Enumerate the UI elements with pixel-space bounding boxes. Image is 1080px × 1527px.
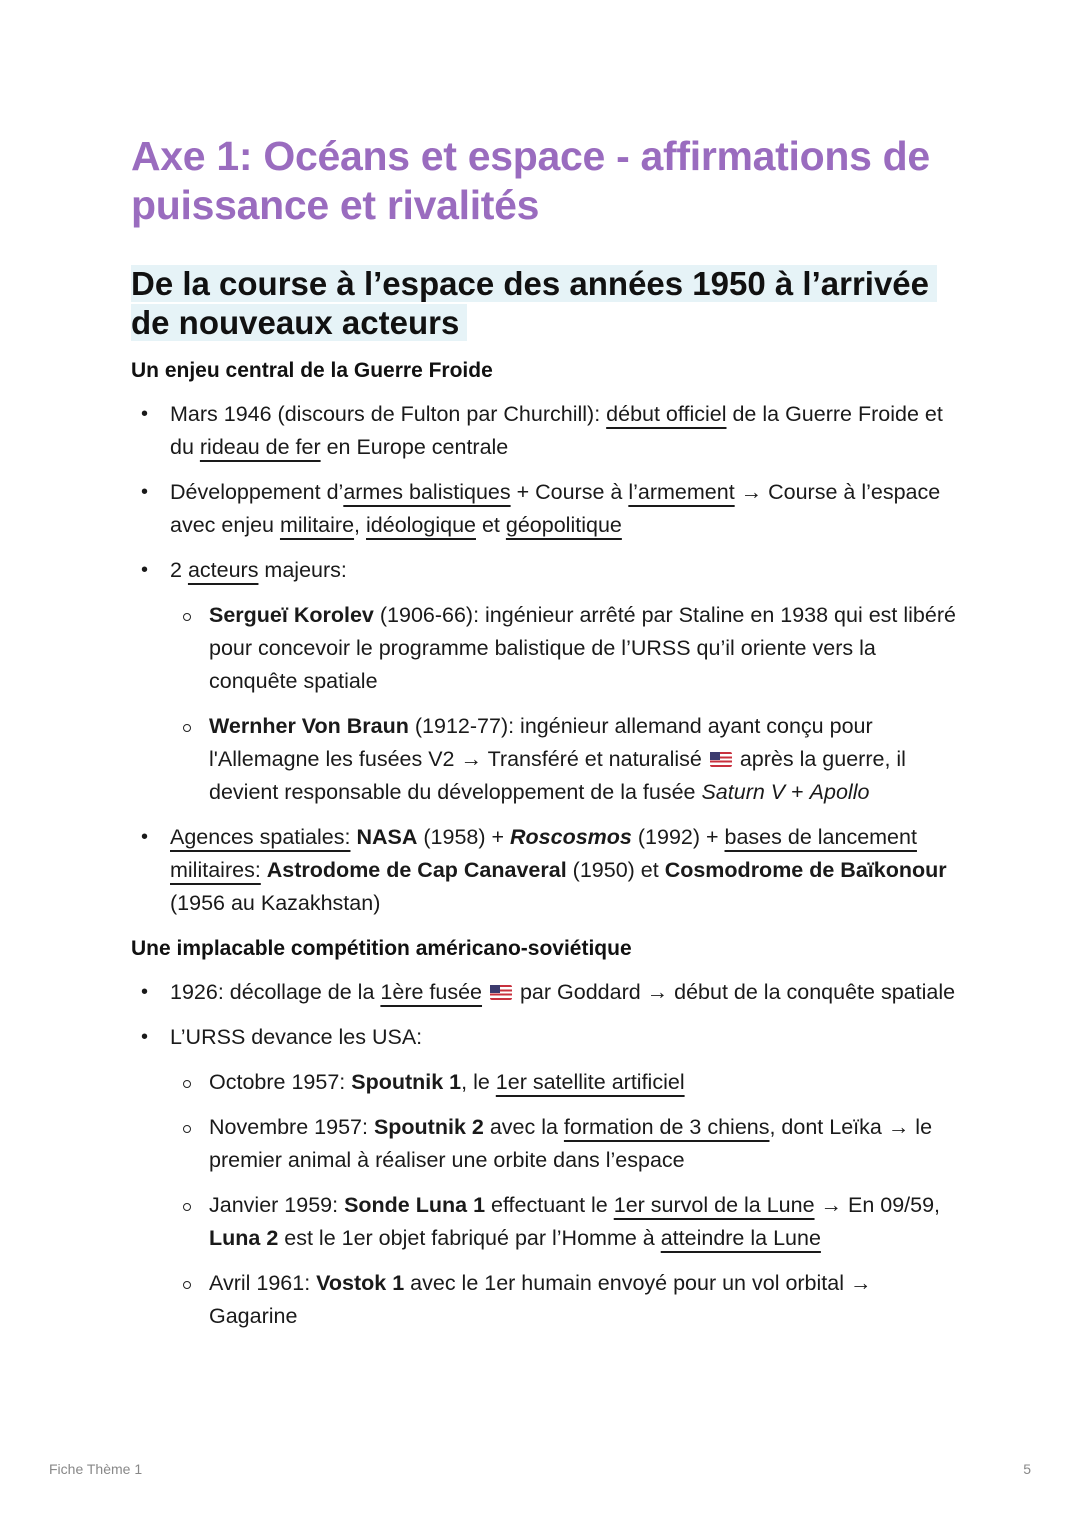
text-segment: (1958) + xyxy=(417,825,511,849)
text-segment: → Course à l’espace avec enjeu xyxy=(170,480,941,537)
underlined-term: l’armement xyxy=(628,480,735,504)
underlined-term: atteindre la Lune xyxy=(660,1226,821,1250)
text-segment: Janvier 1959: xyxy=(209,1193,345,1217)
nested-bullet-list xyxy=(170,599,961,809)
bold-term: Roscosmos xyxy=(510,825,632,849)
text-segment: (1950) et xyxy=(566,858,665,882)
underlined-term: Agences spatiales: xyxy=(170,825,351,849)
text-segment: (1956 au Kazakhstan) xyxy=(170,891,381,915)
footer-page-number: 5 xyxy=(1023,1461,1031,1477)
nested-list-item xyxy=(170,1111,961,1177)
text-segment: effectuant le xyxy=(485,1193,614,1217)
nested-list-item xyxy=(170,1189,961,1255)
text-segment: Développement d’ xyxy=(170,480,344,504)
content-sections xyxy=(131,356,961,1333)
bold-term: Luna 2 xyxy=(209,1226,279,1250)
list-item xyxy=(131,1021,961,1333)
text-segment: de la Guerre Froide et du xyxy=(170,402,943,459)
underlined-term: 1ère fusée xyxy=(380,980,483,1004)
underlined-term: idéologique xyxy=(366,513,476,537)
underlined-term: formation de 3 chiens xyxy=(563,1115,770,1139)
list-item xyxy=(131,398,961,464)
bold-term: Spoutnik 2 xyxy=(373,1115,484,1139)
underlined-term: géopolitique xyxy=(505,513,622,537)
nested-bullet-list xyxy=(170,1066,961,1333)
text-segment: 1926: décollage de la xyxy=(170,980,381,1004)
footer-document-title: Fiche Thème 1 xyxy=(49,1461,143,1477)
text-segment: + xyxy=(785,780,810,804)
document-page xyxy=(131,132,961,1333)
nested-list-item xyxy=(170,599,961,698)
bold-term: Astrodome de Cap Canaveral xyxy=(266,858,567,882)
section-heading xyxy=(131,264,961,342)
text-segment: Mars 1946 (discours de Fulton par Churchill): xyxy=(170,402,607,426)
nested-list-item xyxy=(170,1267,961,1333)
us-flag-icon xyxy=(490,985,512,1000)
subheading: Un enjeu central de la Guerre Froide xyxy=(131,359,493,382)
list-item xyxy=(131,554,961,809)
text-segment xyxy=(482,980,488,1004)
text-segment: Octobre 1957: xyxy=(209,1070,352,1094)
nested-list-item xyxy=(170,1066,961,1099)
list-item xyxy=(131,476,961,542)
text-segment: est le 1er objet fabriqué par l’Homme à xyxy=(278,1226,661,1250)
text-segment: L’URSS devance les USA: xyxy=(170,1025,423,1049)
bold-term: Spoutnik 1 xyxy=(351,1070,462,1094)
text-segment: avec la xyxy=(483,1115,564,1139)
subheading: Une implacable compétition américano-soviétique xyxy=(131,937,632,960)
bold-term: Wernher Von Braun xyxy=(209,714,409,738)
underlined-term: militaire xyxy=(279,513,355,537)
text-segment: Apollo xyxy=(809,780,870,804)
underlined-term: bases de lancement militaires: xyxy=(170,825,917,882)
text-segment: par Goddard → début de la conquête spatiale xyxy=(514,980,956,1004)
text-segment: 2 xyxy=(170,558,188,582)
text-segment: Novembre 1957: xyxy=(209,1115,374,1139)
text-segment: , xyxy=(354,513,366,537)
underlined-term: rideau de fer xyxy=(199,435,321,459)
bold-term: NASA xyxy=(356,825,418,849)
text-segment: , le xyxy=(461,1070,496,1094)
bold-term: Vostok 1 xyxy=(316,1271,405,1295)
text-segment: → En 09/59, xyxy=(814,1193,941,1217)
text-segment: (1912-77): ingénieur allemand ayant conçu pour l'Allemagne les fusées V2 → Transféré et naturalisé xyxy=(209,714,873,771)
text-segment: Saturn V xyxy=(701,780,786,804)
highlighted-heading-text: De la course à l’espace des années 1950 à l’arrivée de nouveaux acteurs xyxy=(131,265,937,341)
underlined-term: début officiel xyxy=(606,402,727,426)
underlined-term: armes balistiques xyxy=(343,480,511,504)
text-segment: (1992) + xyxy=(631,825,725,849)
text-segment: Avril 1961: xyxy=(209,1271,317,1295)
text-segment: + Course à xyxy=(510,480,629,504)
list-item xyxy=(131,821,961,920)
us-flag-icon xyxy=(710,752,732,767)
text-segment: avec le 1er humain envoyé pour un vol orbital → Gagarine xyxy=(209,1271,872,1328)
text-segment: (1906-66): ingénieur arrêté par Staline en 1938 qui est libéré pour concevoir le programme balistique de l’URSS qu’il oriente vers la conquête spatiale xyxy=(209,603,956,693)
bold-term: Sergueï Korolev xyxy=(209,603,374,627)
underlined-term: 1er satellite artificiel xyxy=(495,1070,685,1094)
text-segment: après la guerre, il devient responsable du développement de la fusée xyxy=(209,747,906,804)
underlined-term: acteurs xyxy=(187,558,259,582)
nested-list-item xyxy=(170,710,961,809)
text-segment: et xyxy=(476,513,506,537)
bold-term: Cosmodrome de Baïkonour xyxy=(664,858,947,882)
underlined-term: 1er survol de la Lune xyxy=(613,1193,815,1217)
bold-term: Sonde Luna 1 xyxy=(344,1193,486,1217)
bullet-list xyxy=(131,398,961,920)
text-segment: en Europe centrale xyxy=(320,435,509,459)
text-segment: , dont Leïka → le premier animal à réaliser une orbite dans l’espace xyxy=(209,1115,933,1172)
page-title: Axe 1: Océans et espace - affirmations de puissance et rivalités xyxy=(131,133,930,228)
text-segment: majeurs: xyxy=(258,558,347,582)
list-item xyxy=(131,976,961,1009)
bullet-list xyxy=(131,976,961,1333)
